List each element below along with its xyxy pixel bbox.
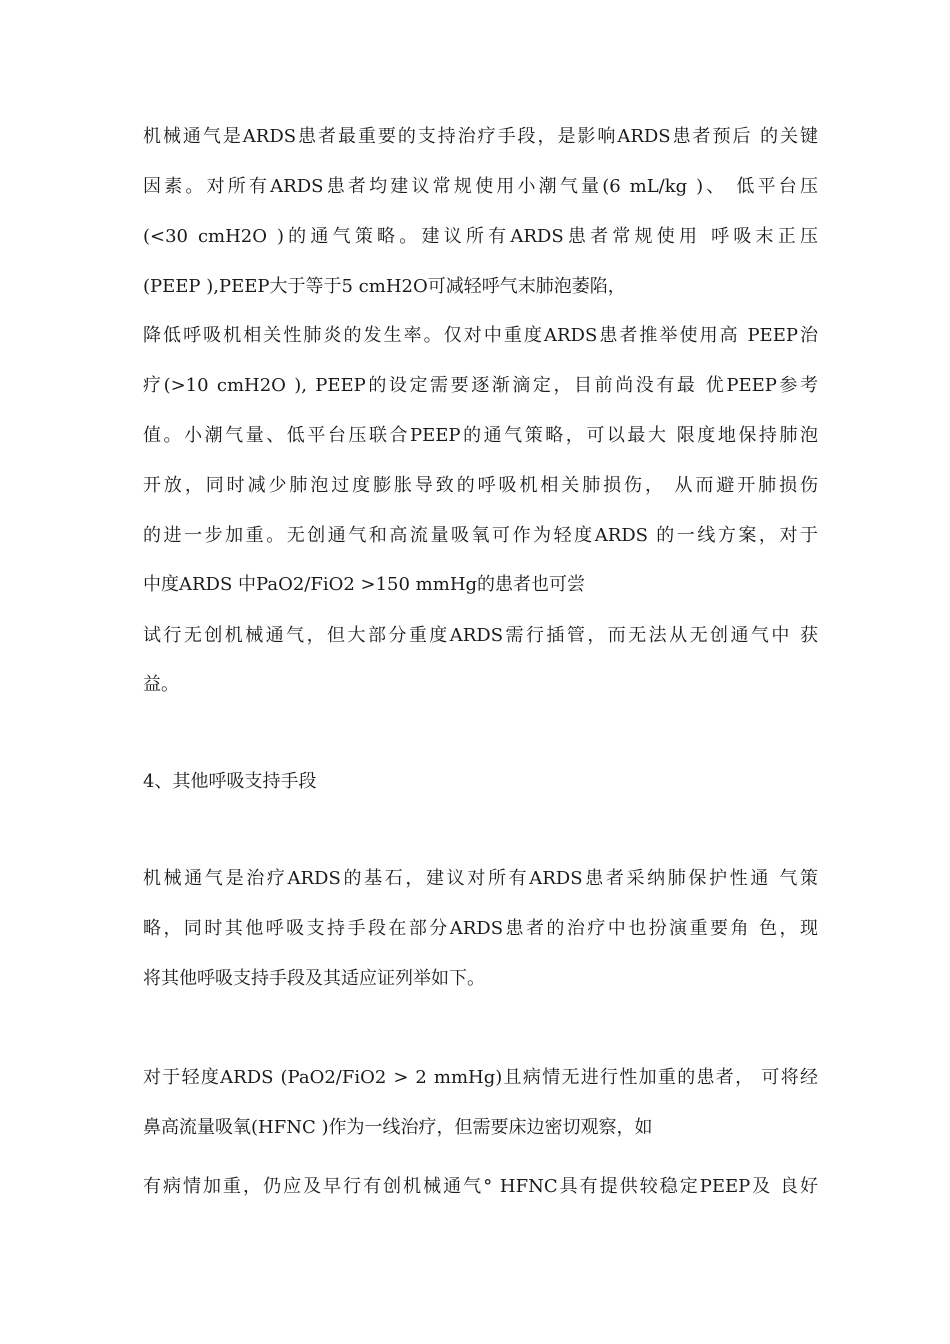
body-text-line: 中度ARDS 中PaO2/FiO2 >150 mmHg的患者也可尝: [143, 574, 586, 595]
body-text-line: 降低呼吸机相关性肺炎的发生率。仅对中重度ARDS患者推举使用高 PEEP治: [143, 325, 818, 346]
body-text-line: 将其他呼吸支持手段及其适应证列举如下。: [143, 968, 485, 989]
body-text-line: 疗(>10 cmH2O ), PEEP的设定需要逐渐滴定，目前尚没有最 优PEEP参考: [143, 375, 818, 396]
body-text-line: 鼻高流量吸氧(HFNC )作为一线治疗，但需要床边密切观察，如: [143, 1117, 653, 1138]
body-text-line: 机械通气是治疗ARDS的基石，建议对所有ARDS患者采纳肺保护性通 气策: [143, 868, 818, 889]
section-heading: 4、其他呼吸支持手段: [143, 771, 317, 792]
body-text-line: 因素。对所有ARDS患者均建议常规使用小潮气量(6 mL/kg )、 低平台压: [143, 176, 818, 197]
body-text-line: 试行无创机械通气，但大部分重度ARDS需行插管，而无法从无创通气中 获: [143, 625, 818, 646]
body-text-line: 机械通气是ARDS患者最重要的支持治疗手段，是影响ARDS患者预后 的关键: [143, 126, 818, 147]
body-text-line: 对于轻度ARDS (PaO2/FiO2 > 2 mmHg)且病情无进行性加重的患者， 可将经: [143, 1067, 818, 1088]
body-text-line: 值。小潮气量、低平台压联合PEEP的通气策略，可以最大 限度地保持肺泡: [143, 425, 818, 446]
body-text-line: (PEEP ),PEEP大于等于5 cmH2O可减轻呼气末肺泡萎陷，: [143, 276, 626, 297]
body-text-line: 的进一步加重。无创通气和高流量吸氧可作为轻度ARDS 的一线方案，对于: [143, 525, 818, 546]
body-text-line: 略，同时其他呼吸支持手段在部分ARDS患者的治疗中也扮演重要角 色，现: [143, 918, 818, 939]
body-text-line: 开放，同时减少肺泡过度膨胀导致的呼吸机相关肺损伤， 从而避开肺损伤: [143, 475, 818, 496]
body-text-line: 有病情加重，仍应及早行有创机械通气° HFNC具有提供较稳定PEEP及 良好: [143, 1176, 818, 1197]
body-text-line: (<30 cmH2O )的通气策略。建议所有ARDS患者常规使用 呼吸末正压: [143, 226, 818, 247]
body-text-line: 益。: [143, 674, 179, 695]
